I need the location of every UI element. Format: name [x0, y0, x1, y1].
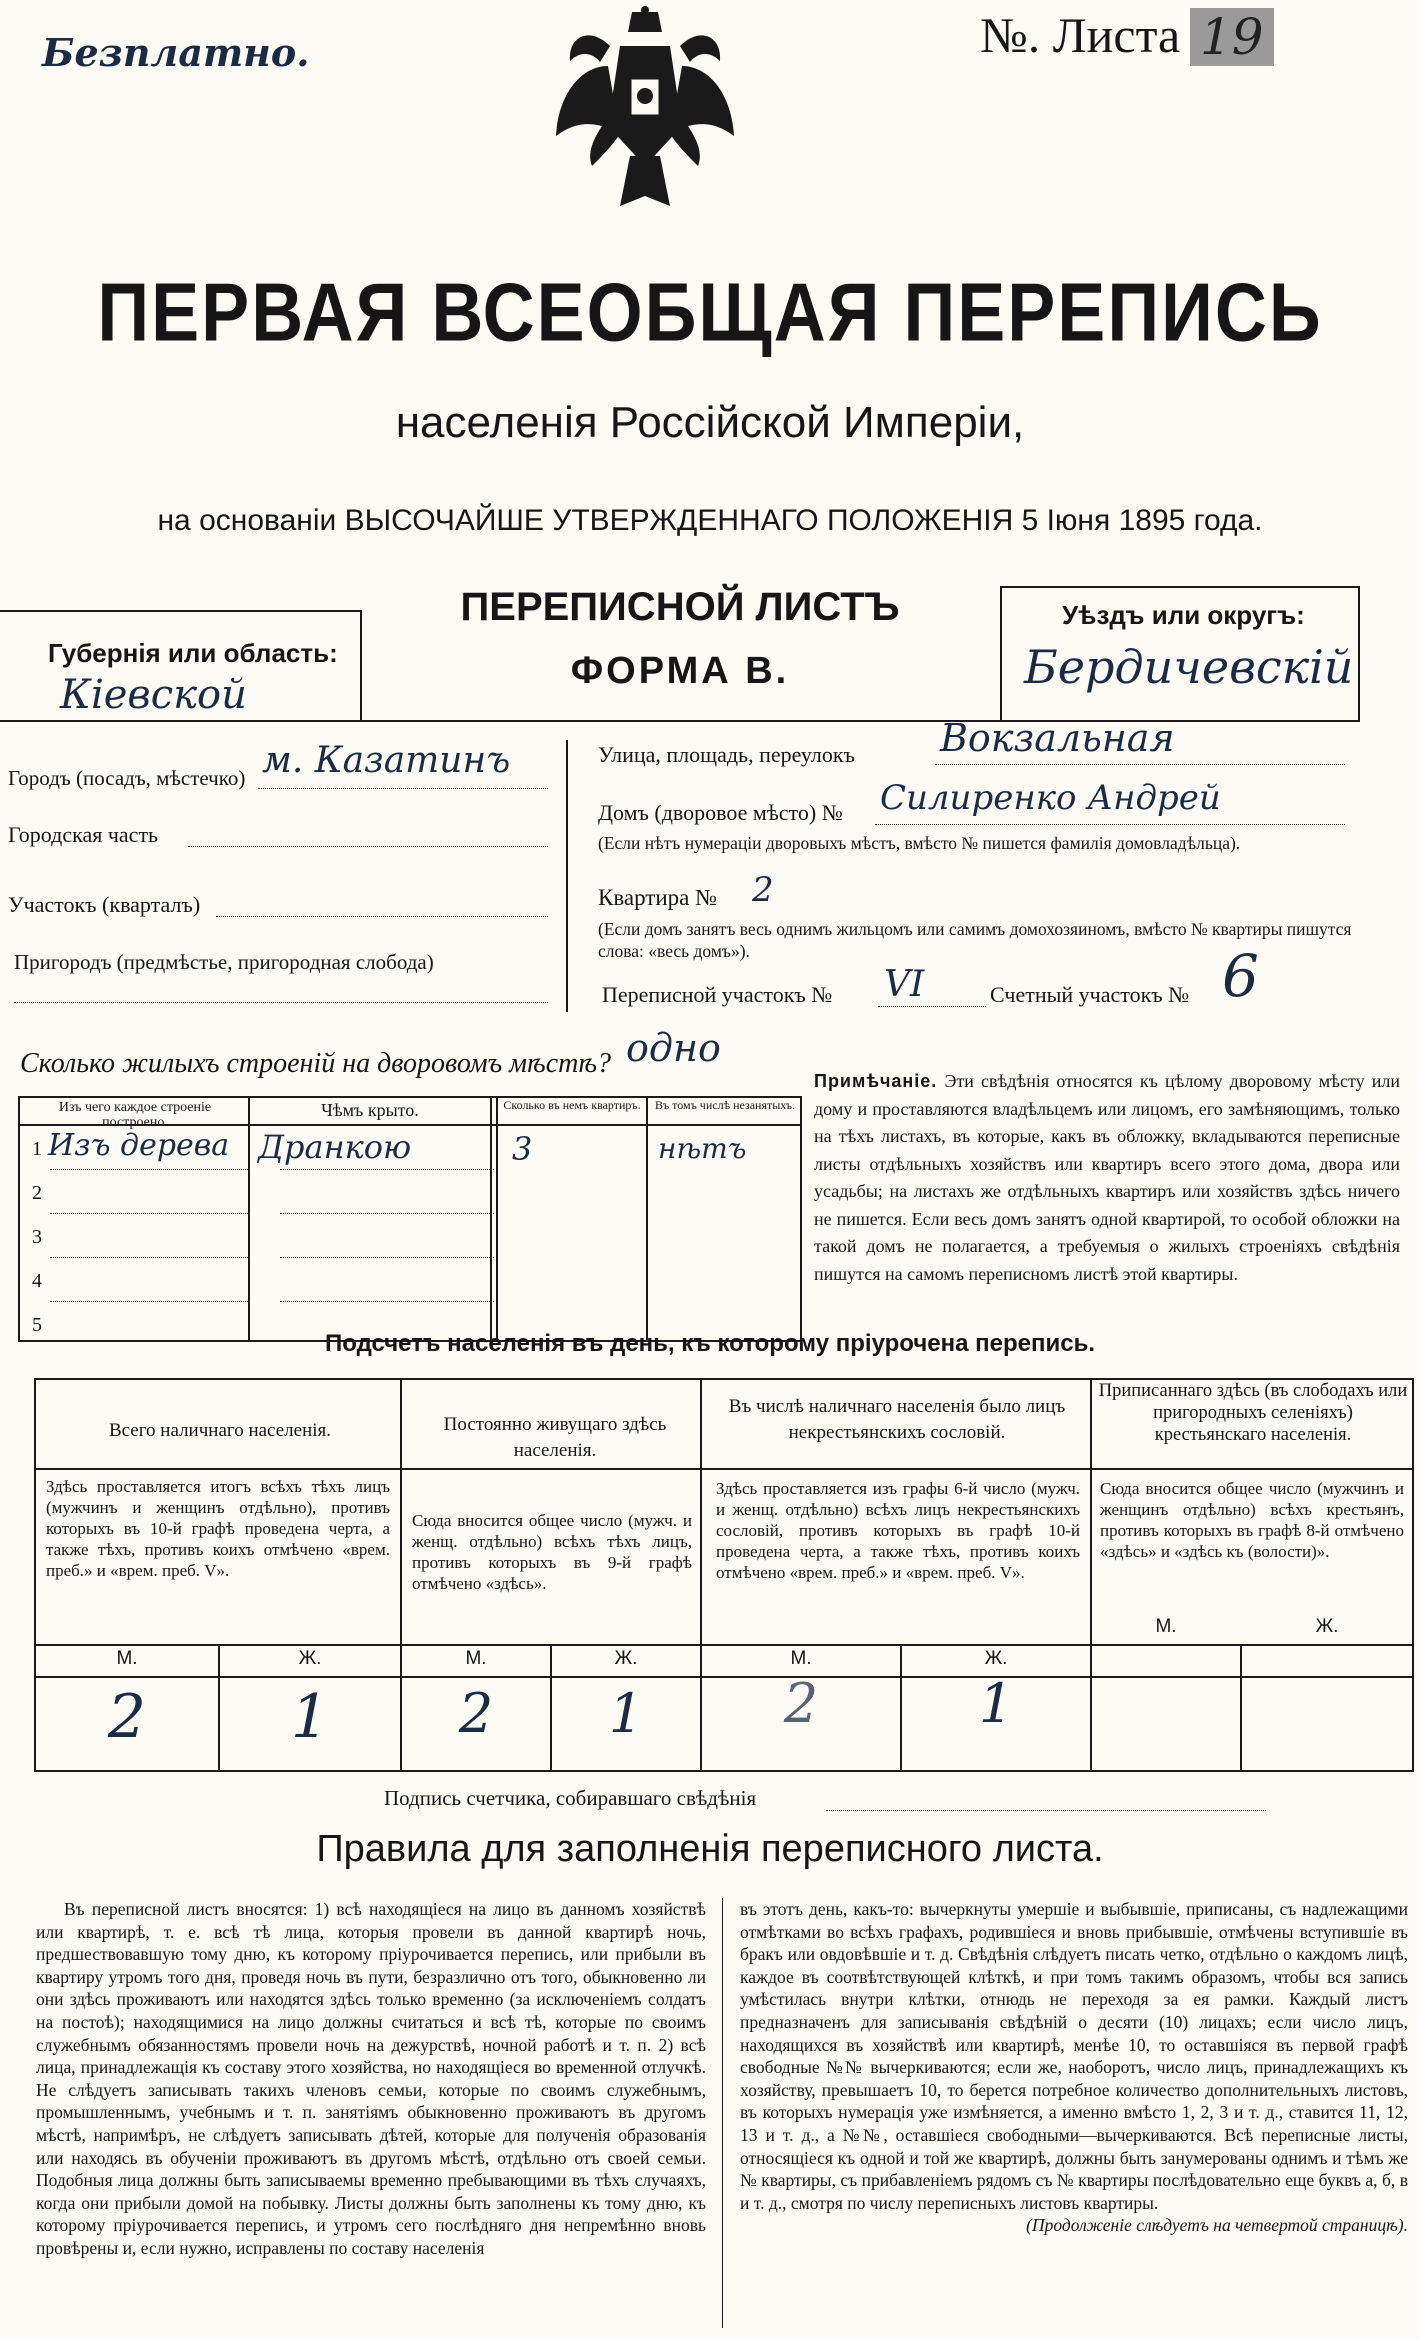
tally-m-value-1: 2 [107, 1682, 147, 1752]
tally-col-head-1: Всего наличнаго населенія. [108, 1420, 332, 1441]
buildings-col-roof: Чѣмъ крыто. [321, 1100, 419, 1120]
row-roof: Дранкою [258, 1128, 412, 1166]
table-row: 1 Изъ дерева Дранкою 3 нѣтъ [32, 1128, 747, 1168]
census-precinct-value: VI [884, 964, 925, 1005]
tally-col-head-4: Приписаннаго здѣсь (въ слободахъ или пригородныхъ селеніяхъ) крестьянскаго населенія. [1098, 1381, 1408, 1445]
apartment-note: (Если домъ занятъ весь однимъ жильцомъ или самимъ домохозяиномъ, вмѣсто № квартиры пишутся слова: «весь домъ»). [598, 919, 1352, 961]
rules-title: Правила для заполненія переписного листа. [316, 1828, 1104, 1870]
buildings-col-apartments: Сколько въ немъ квартиръ. [503, 1098, 641, 1112]
buildings-question: Сколько жилыхъ строеній на дворовомъ мѣстѣ? [20, 1048, 612, 1079]
buildings-col-material: Изъ чего каждое строеніе построено. [58, 1100, 212, 1130]
sheet-number-label: №. Листа [980, 7, 1181, 63]
buildings-answer: одно [626, 1026, 721, 1070]
house-label: Домъ (дворовое мѣсто) № [598, 800, 843, 825]
tally-f-label-2: Ж. [614, 1648, 638, 1669]
tally-m-value-3: 2 [783, 1672, 819, 1735]
tally-col-head-3: Въ числѣ наличнаго населенія было лицъ некрестьянскихъ сословій. [728, 1396, 1066, 1443]
house-value: Силиренко Андрей [880, 778, 1221, 818]
rules-left-text: Въ переписной листъ вносятся: 1) всѣ находящіеся на лицо въ данномъ хозяйствѣ или квартирѣ, т. е. всѣ тѣ лица, которыя провели въ данной квартирѣ ночь, предшествовавшую тому дню, къ которому пріурочивается перепись, или прибыли въ квартиру утромъ того дня, проведя ночь въ пути, безразлично отъ того, обыкновенно ли они здѣсь проживаютъ или находятся здѣсь только временно (за исключеніемъ солдатъ на постоѣ); находящимися на лицо должны считаться и всѣ тѣ, которые по своимъ служебнымъ обязанностямъ провели ночь на дежурствѣ, ночной работѣ и т. п. 2) всѣ лица, принадлежащія къ составу этого хозяйства, но находящіеся во временной отлучкѣ. Не слѣдуетъ записывать такихъ членовъ семьи, которые по своимъ служебнымъ, промышленнымъ, учебнымъ и т. п. занятіямъ обыкновенно проживаютъ въ другомъ мѣстѣ, напримѣръ, не слѣдуетъ записывать дѣтей, которые для полученія образованія или находясь въ обученіи проживаютъ въ другомъ мѣстѣ, отдѣльно отъ своей семьи. Подобныя лица должны быть записываемы временно пребывающими въ тѣхъ случаяхъ, когда они прибыли домой на побывку. Листы должны быть заполнены къ тому дню, къ которому пріурочивается перепись, и утромъ сего послѣдняго дня непремѣнно вновь провѣрены и, если нужно, исправлены по составу населенія [36, 1899, 706, 2258]
note-title: Примѣчаніе. [814, 1071, 938, 1091]
note-text: Эти свѣдѣнія относятся къ цѣлому дворовому мѣсту или дому и проставляются владѣльцемъ или лицомъ, его замѣняющимъ, только на тѣхъ листахъ, въ которые, какъ въ обложку, вкладываются переписные листы отдѣльныхъ хозяйствъ или квартиръ всего этого дома, двора или усадьбы; на листахъ же отдѣльныхъ квартиръ или хозяйствъ здѣсь ничего не пишется. Если весь домъ занятъ одной квартирой, то особой обложки на такой домъ не полагается, а требуемыя о жилыхъ строеніяхъ свѣдѣнія пишутся на самомъ переписномъ листѣ этой квартиры. [814, 1071, 1400, 1284]
house-note: (Если нѣтъ нумераціи дворовыхъ мѣстъ, вмѣсто № пишется фамилія домовладѣльца). [598, 833, 1241, 853]
province-value: Кіевской [60, 672, 247, 718]
count-precinct-label: Счетный участокъ № [990, 982, 1190, 1007]
census-title: ПЕРВАЯ ВСЕОБЩАЯ ПЕРЕПИСЬ [97, 267, 1323, 359]
table-row: 2 [32, 1182, 42, 1204]
table-row: 5 [32, 1314, 42, 1336]
tally-col-desc-4: Сюда вносится общее число (мужчинъ и женщинъ отдѣльно) всѣхъ крестьянъ, противъ которыхъ въ графѣ 8-й отмѣчено «здѣсь» и «здѣсь къ (волости)». [1100, 1479, 1404, 1561]
apartment-label: Квартира № [598, 885, 718, 910]
count-precinct-value: 6 [1222, 942, 1259, 1010]
buildings-note [814, 1068, 1400, 1288]
city-value: м. Казатинъ [262, 740, 511, 781]
tally-f-value-1: 1 [290, 1682, 330, 1752]
tally-m-label-2: М. [465, 1648, 487, 1669]
tally-m-label-4: М. [1155, 1616, 1177, 1637]
city-label: Городъ (посадъ, мѣстечко) [8, 766, 246, 790]
tally-col-desc-3: Здѣсь проставляется изъ графы 6-й число (мужч. и женщ. отдѣльно) всѣхъ лицъ некрестьянскихъ сословій, противъ которыхъ въ графѣ 10-й проведена черта, а также тѣхъ, противъ коихъ отмѣчено «врем. преб.» и «врем. преб. V». [716, 1479, 1080, 1582]
rules-left-column [36, 1898, 706, 2260]
form-code: ФОРМА В. [570, 650, 790, 692]
double-headed-eagle-emblem [550, 6, 740, 216]
tally-m-label-3: М. [790, 1648, 812, 1669]
district-label: Уѣздъ или округъ: [1062, 600, 1305, 630]
table-row: 3 [32, 1226, 42, 1248]
buildings-col-vacant: Въ томъ числѣ незанятыхъ. [654, 1098, 796, 1112]
tally-m-value-2: 2 [458, 1682, 494, 1745]
signature-label: Подпись счетчика, собиравшаго свѣдѣнія [384, 1786, 757, 1810]
tally-title: Подсчетъ населенія въ день, къ которому пріурочена перепись. [325, 1330, 1095, 1357]
form-name: ПЕРЕПИСНОЙ ЛИСТЪ [460, 585, 900, 629]
tally-col-head-2: Постоянно живущаго здѣсь населенія. [443, 1414, 667, 1461]
census-precinct-label: Переписной участокъ № [602, 982, 833, 1007]
sheet-number-value: 19 [1190, 8, 1274, 66]
tally-f-value-2: 1 [608, 1682, 644, 1745]
tally-m-label-1: М. [116, 1648, 138, 1669]
district-value: Бердичевскій [1024, 640, 1354, 694]
table-row: 4 [32, 1270, 42, 1292]
row-vacant: нѣтъ [658, 1132, 747, 1165]
precinct-label: Участокъ (кварталъ) [8, 892, 201, 917]
tally-col-desc-1: Здѣсь проставляется итогъ всѣхъ тѣхъ лицъ (мужчинъ и женщинъ отдѣльно), противъ которыхъ въ 10-й графѣ проведена черта, а также тѣхъ, противъ коихъ отмѣчено «врем. преб.» и «врем. преб. V». [46, 1477, 390, 1580]
free-label: Безплатно. [42, 30, 310, 75]
row-material: Изъ дерева [48, 1128, 230, 1163]
street-value: Вокзальная [940, 716, 1175, 760]
tally-col-desc-2: Сюда вносится общее число (мужч. и женщ. отдѣльно) всѣхъ тѣхъ лицъ, противъ которыхъ въ 9-й графѣ отмѣчено «здѣсь». [412, 1511, 692, 1593]
city-part-label: Городская часть [8, 822, 159, 847]
rules-continued: (Продолженіе слѣдуетъ на четвертой страницѣ). [1026, 2215, 1408, 2236]
rules-right-text: въ этотъ день, какъ-то: вычеркнуты умершіе и выбывшіе, приписаны, съ надлежащими отмѣтками во всѣхъ графахъ, родившіеся и вновь прибывшіе, отмѣчены вступившіе въ бракъ или овдовѣвшіе и т. д. Свѣдѣнія слѣдуетъ писать четко, отдѣльно о каждомъ лицѣ, каждое въ соотвѣтствующей клѣткѣ, и при томъ такимъ образомъ, чтобы вся запись умѣстилась внутри клѣтки, отнюдь не переходя за ея рамки. Каждый листъ предназначенъ для записыванія свѣдѣній о десяти (10) лицахъ; если число лицъ, находящихся въ хозяйствѣ или квартирѣ, менѣе 10, то оставшіяся въ первой графѣ свободные №№ вычеркиваются; если же, наоборотъ, число лицъ, принадлежащихъ къ хозяйству, превышаетъ 10, то берется потребное количество дополнительныхъ листовъ, въ которыхъ нумерація уже измѣняется, а именно вмѣсто 1, 2, 3 и т. д., ставится 11, 12, 13 и т. д., а №№, оставшіеся свободными—вычеркиваются. Всѣ переписные листы, относящіеся къ одной и той же квартирѣ, должны быть занумерованы однимъ и тѣмъ же № квартиры, съ прибавленіемъ рядомъ съ № квартиры послѣдовательно еще буквъ а, б, в и т. д., смотря по числу переписныхъ листовъ квартиры. [740, 1899, 1408, 2213]
rules-right-column [740, 1898, 1408, 2237]
legal-basis: на основаніи ВЫСОЧАЙШЕ УТВЕРЖДЕННАГО ПОЛОЖЕНІЯ 5 Іюня 1895 года. [157, 504, 1263, 537]
tally-f-label-1: Ж. [298, 1648, 322, 1669]
tally-f-value-3: 1 [978, 1672, 1014, 1735]
suburb-label: Пригородъ (предмѣстье, пригородная слобода) [14, 950, 434, 974]
street-label: Улица, площадь, переулокъ [598, 742, 855, 767]
row-apartments: 3 [512, 1130, 533, 1168]
apartment-value: 2 [752, 870, 774, 910]
tally-f-label-3: Ж. [984, 1648, 1008, 1669]
tally-f-label-4: Ж. [1315, 1616, 1339, 1637]
province-label: Губернія или область: [48, 638, 338, 668]
census-subtitle: населенія Россійской Имперіи, [395, 398, 1025, 447]
